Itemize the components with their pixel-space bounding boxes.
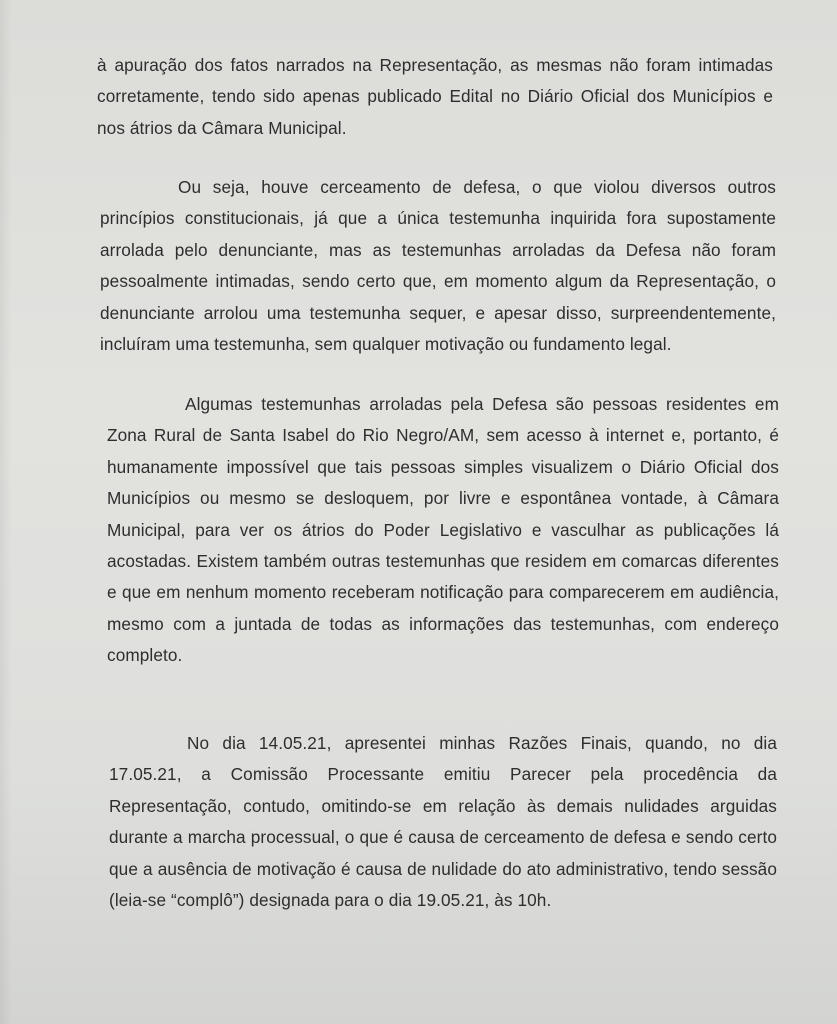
paragraph-text: à apuração dos fatos narrados na Representação, as mesmas não foram intimadas corretamente, tendo sido apenas publicado Edital no Diário Oficial dos Municípios e nos átrios da Câmara Municipal. bbox=[97, 55, 773, 138]
paragraph-testemunhas bbox=[107, 389, 779, 672]
paragraph-continuation bbox=[97, 50, 773, 144]
paragraph-text: No dia 14.05.21, apresentei minhas Razões Finais, quando, no dia 17.05.21, a Comissão Processante emitiu Parecer pela procedência da Representação, contudo, omitindo-se em relação às demais nulidades arguidas durante a marcha processual, o que é causa de cerceamento de defesa e sendo certo que a ausência de motivação é causa de nulidade do ato administrativo, tendo sessão (leia-se “complô”) designada para o dia 19.05.21, às 10h. bbox=[109, 733, 777, 911]
paragraph-razoes-finais bbox=[109, 728, 777, 916]
page-fold-shadow bbox=[0, 0, 12, 1024]
paragraph-text: Algumas testemunhas arroladas pela Defesa são pessoas residentes em Zona Rural de Santa Isabel do Rio Negro/AM, sem acesso à internet e, portanto, é humanamente impossível que tais pessoas simples visualizem o Diário Oficial dos Municípios ou mesmo se desloquem, por livre e espontânea vontade, à Câmara Municipal, para ver os átrios do Poder Legislativo e vasculhar as publicações lá acostadas. Existem também outras testemunhas que residem em comarcas diferentes e que em nenhum momento receberam notificação para comparecerem em audiência, mesmo com a juntada de todas as informações das testemunhas, com endereço completo. bbox=[107, 394, 779, 666]
paragraph-text: Ou seja, houve cerceamento de defesa, o que violou diversos outros princípios constitucionais, já que a única testemunha inquirida fora supostamente arrolada pelo denunciante, mas as testemunhas arroladas da Defesa não foram pessoalmente intimadas, sendo certo que, em momento algum da Representação, o denunciante arrolou uma testemunha sequer, e apesar disso, surpreendentemente, incluíram uma testemunha, sem qualquer motivação ou fundamento legal. bbox=[100, 177, 776, 355]
paragraph-cerceamento bbox=[100, 172, 776, 360]
